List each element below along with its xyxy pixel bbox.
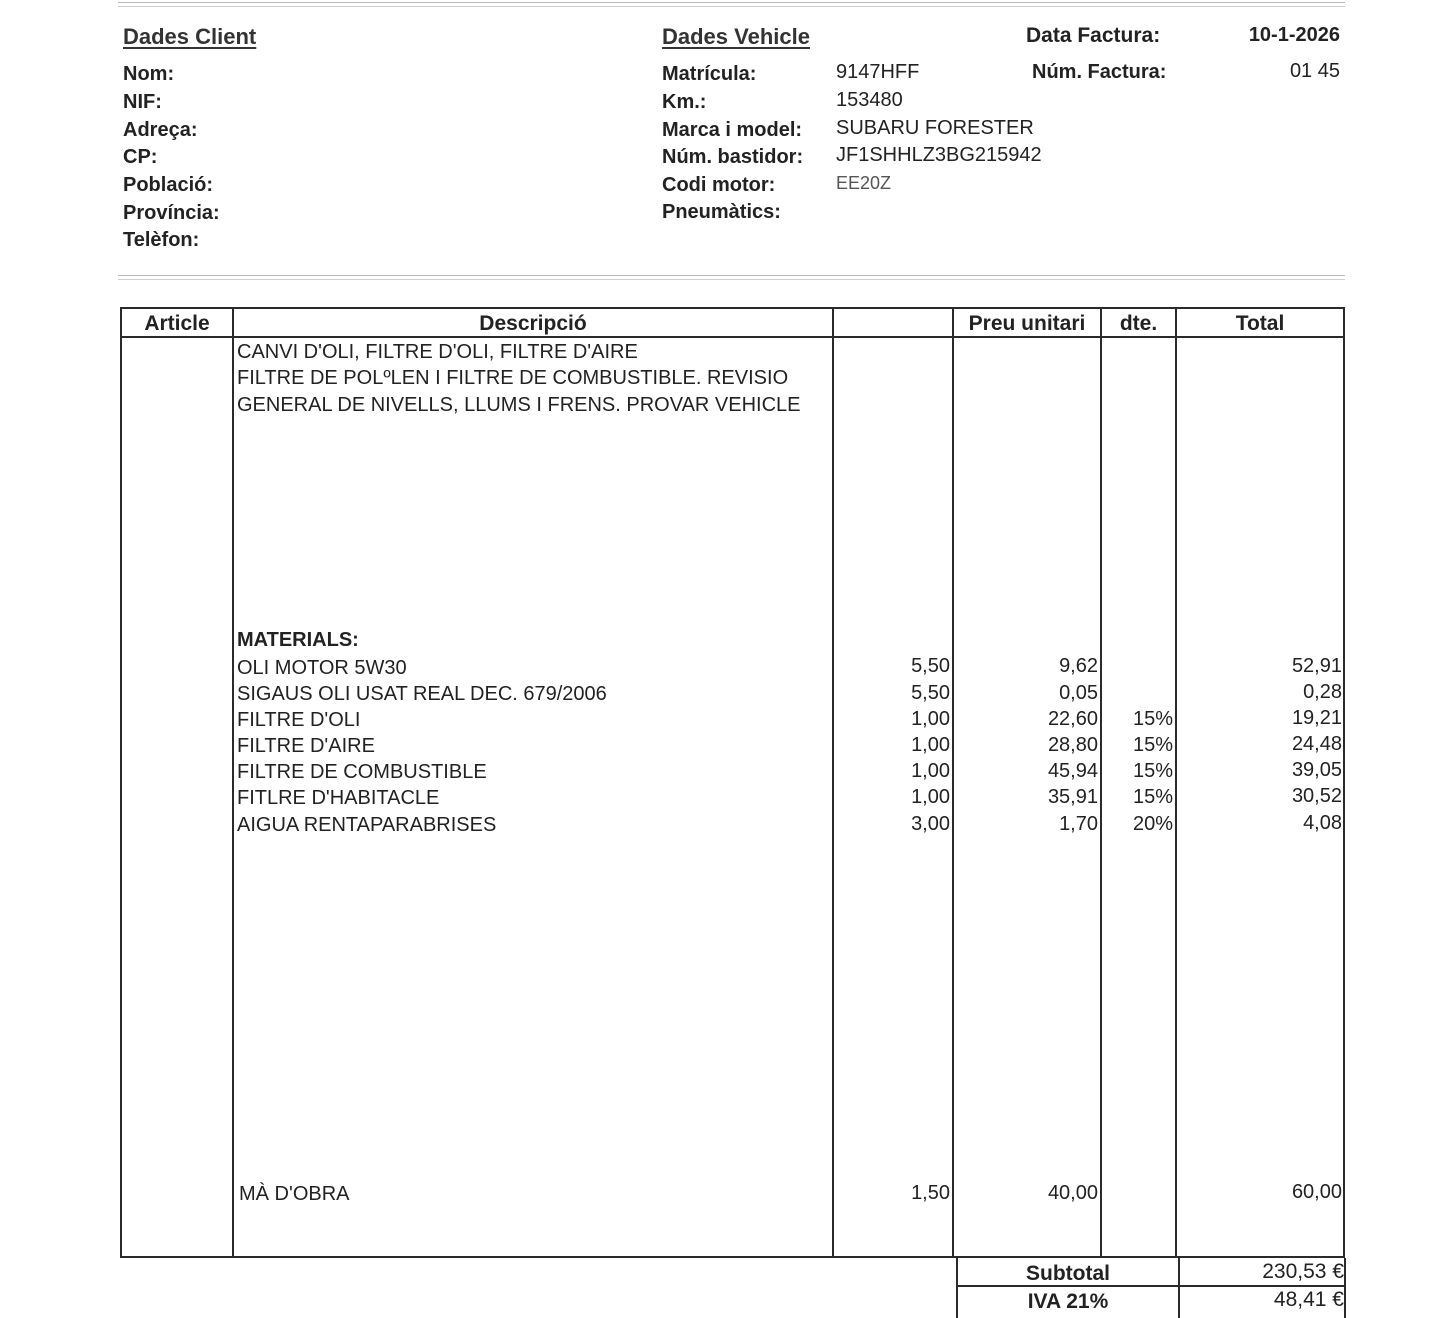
labour-unit-price: 40,00 — [1047, 1182, 1098, 1204]
client-nif-label: NIF: — [123, 91, 162, 113]
col-header-descripcio: Descripció — [479, 312, 587, 335]
row-quantity: 1,00 — [911, 708, 950, 730]
invoice-date-label: Data Factura: — [1026, 24, 1161, 47]
col-header-dte: dte. — [1119, 312, 1158, 335]
row-total: 39,05 — [1291, 759, 1342, 781]
vehicle-km-label: Km.: — [662, 91, 707, 113]
invoice-date-value: 10-1-2026 — [1248, 24, 1340, 46]
invoice-number-value: 01 45 — [1289, 60, 1340, 82]
vehicle-bastidor-label: Núm. bastidor: — [662, 146, 804, 168]
row-description: OLI MOTOR 5W30 — [237, 657, 407, 679]
col-divider-preu — [1100, 307, 1102, 1258]
row-unit-price: 45,94 — [1047, 760, 1098, 782]
vehicle-codi-motor-value: EE20Z — [836, 173, 892, 193]
row-unit-price: 28,80 — [1047, 734, 1098, 756]
col-header-total: Total — [1235, 312, 1285, 335]
row-description: FILTRE DE COMBUSTIBLE — [237, 761, 487, 783]
intro-line: GENERAL DE NIVELLS, LLUMS I FRENS. PROVAR VEHICLE — [237, 394, 801, 416]
client-provincia-label: Província: — [123, 202, 220, 224]
row-total: 30,52 — [1291, 785, 1342, 807]
row-unit-price: 22,60 — [1047, 708, 1098, 730]
invoice-number-label: Núm. Factura: — [1032, 61, 1167, 83]
materials-heading: MATERIALS: — [237, 629, 359, 651]
row-unit-price: 35,91 — [1047, 786, 1098, 808]
col-divider-dte — [1175, 307, 1177, 1258]
col-header-article: Article — [144, 312, 210, 335]
row-total: 24,48 — [1291, 733, 1342, 755]
col-divider-quantitat — [952, 307, 954, 1258]
row-total: 52,91 — [1291, 655, 1342, 677]
header-bottom-rule — [118, 275, 1345, 280]
row-description: AIGUA RENTAPARABRISES — [237, 814, 497, 836]
client-adreca-label: Adreça: — [123, 119, 198, 141]
subtotal-value: 230,53 € — [1262, 1260, 1344, 1283]
intro-line: CANVI D'OLI, FILTRE D'OLI, FILTRE D'AIRE — [237, 341, 638, 363]
vehicle-codi-motor-label: Codi motor: — [662, 174, 776, 196]
row-quantity: 3,00 — [911, 813, 950, 835]
row-description: SIGAUS OLI USAT REAL DEC. 679/2006 — [237, 683, 607, 705]
col-header-preu-unitari: Preu unitari — [968, 312, 1086, 335]
intro-line: FILTRE DE POLºLEN I FILTRE DE COMBUSTIBLE. REVISIO — [237, 367, 789, 389]
top-rule — [118, 2, 1345, 7]
vehicle-model-value: SUBARU FORESTER — [836, 117, 1034, 139]
row-unit-price: 9,62 — [1059, 655, 1098, 677]
row-quantity: 1,00 — [911, 734, 950, 756]
vehicle-bastidor-value: JF1SHHLZ3BG215942 — [836, 144, 1042, 166]
client-telefon-label: Telèfon: — [123, 229, 200, 251]
labour-description: MÀ D'OBRA — [239, 1183, 350, 1205]
vehicle-model-label: Marca i model: — [662, 119, 803, 141]
client-cp-label: CP: — [123, 146, 158, 168]
labour-quantity: 1,50 — [911, 1182, 950, 1204]
client-poblacio-label: Població: — [123, 174, 214, 196]
vehicle-heading: Dades Vehicle — [662, 24, 810, 49]
subtotal-label: Subtotal — [1026, 1262, 1110, 1285]
col-divider-article — [232, 307, 234, 1258]
row-quantity: 5,50 — [911, 655, 950, 677]
row-discount: 15% — [1132, 708, 1173, 730]
vehicle-matricula-value: 9147HFF — [836, 61, 920, 83]
row-total: 0,28 — [1303, 681, 1342, 703]
row-discount: 15% — [1132, 734, 1173, 756]
iva-label: IVA 21% — [1027, 1290, 1109, 1313]
row-total: 19,21 — [1291, 707, 1342, 729]
vehicle-pneumatics-label: Pneumàtics: — [662, 201, 781, 223]
iva-value: 48,41 € — [1273, 1288, 1344, 1311]
row-quantity: 5,50 — [911, 682, 950, 704]
vehicle-km-value: 153480 — [836, 89, 903, 111]
row-description: FILTRE D'AIRE — [237, 735, 375, 757]
row-discount: 15% — [1132, 760, 1173, 782]
row-description: FITLRE D'HABITACLE — [237, 787, 440, 809]
row-description: FILTRE D'OLI — [237, 709, 361, 731]
row-discount: 20% — [1132, 813, 1173, 835]
row-total: 4,08 — [1303, 812, 1342, 834]
table-header-divider — [120, 336, 1345, 338]
row-discount: 15% — [1132, 786, 1173, 808]
vehicle-matricula-label: Matrícula: — [662, 63, 757, 85]
col-divider-descripcio — [832, 307, 834, 1258]
row-unit-price: 1,70 — [1059, 813, 1098, 835]
client-nom-label: Nom: — [123, 63, 175, 85]
client-heading: Dades Client — [123, 24, 257, 49]
labour-total: 60,00 — [1291, 1181, 1342, 1203]
row-quantity: 1,00 — [911, 786, 950, 808]
row-quantity: 1,00 — [911, 760, 950, 782]
row-unit-price: 0,05 — [1059, 682, 1098, 704]
